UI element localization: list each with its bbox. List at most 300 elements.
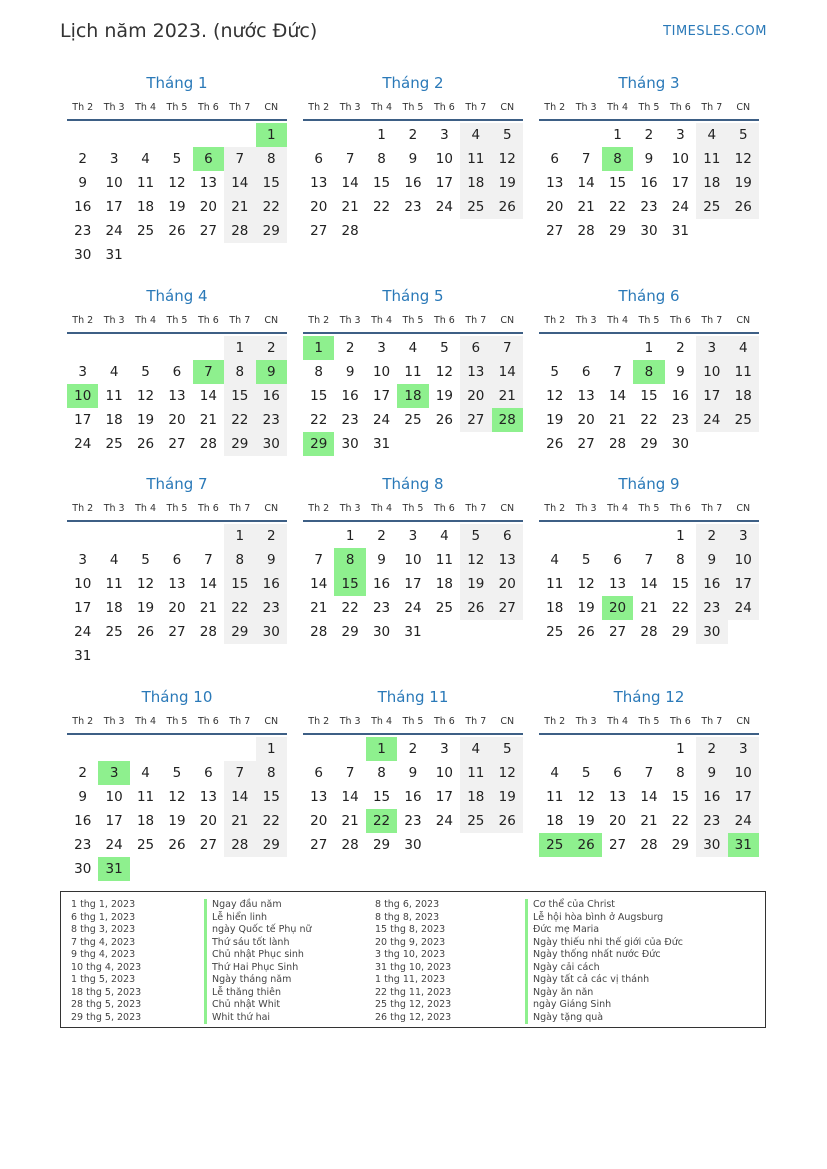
weekday-header <box>67 709 287 735</box>
weekday-label: CN <box>264 101 279 113</box>
legend-date: 20 thg 9, 2023 <box>375 936 446 948</box>
day-cell: 7 <box>581 151 591 167</box>
weekday-header <box>67 95 287 121</box>
day-cell: 1 <box>224 336 255 360</box>
weekday-label: CN <box>500 101 515 113</box>
holiday-day-cell: 15 <box>334 572 365 596</box>
day-cell: 16 <box>256 572 287 596</box>
empty-cell <box>193 123 224 147</box>
day-cell: 6 <box>492 524 523 548</box>
day-cell: 22 <box>256 195 287 219</box>
day-cell: 29 <box>256 219 287 243</box>
day-cell: 21 <box>199 412 217 428</box>
day-cell: 17 <box>74 600 92 616</box>
holiday-day-cell: 1 <box>366 737 397 761</box>
day-cell: 9 <box>78 175 87 191</box>
day-cell: 11 <box>105 576 123 592</box>
legend-date: 7 thg 4, 2023 <box>71 936 136 948</box>
brand-link[interactable]: TIMESLES.COM <box>663 24 767 39</box>
holiday-day-cell: 31 <box>98 857 129 881</box>
day-cell: 31 <box>404 624 422 640</box>
day-cell: 13 <box>199 789 217 805</box>
day-cell: 17 <box>404 576 422 592</box>
weekday-label: Th 3 <box>575 715 597 727</box>
day-grid <box>539 123 759 243</box>
page-title: Lịch năm 2023. (nước Đức) <box>60 20 318 42</box>
day-cell: 4 <box>696 123 727 147</box>
weekday-label: Th 2 <box>544 715 566 727</box>
legend-holiday-name: Thứ sáu tốt lành <box>204 937 312 950</box>
empty-cell <box>193 524 224 548</box>
legend-date: 8 thg 3, 2023 <box>71 924 136 935</box>
empty-cell <box>224 123 255 147</box>
month-block <box>303 474 523 644</box>
day-cell: 22 <box>372 199 391 215</box>
day-cell: 13 <box>310 789 328 805</box>
weekday-label: Th 7 <box>465 715 487 727</box>
day-cell: 11 <box>696 147 727 171</box>
day-cell: 3 <box>676 127 685 143</box>
day-cell: 9 <box>345 364 355 380</box>
day-cell: 12 <box>136 388 155 404</box>
weekday-label: Th 3 <box>575 314 597 326</box>
day-cell: 29 <box>372 837 391 853</box>
day-cell: 8 <box>377 765 386 781</box>
day-cell: 9 <box>696 761 727 785</box>
day-cell: 1 <box>613 127 622 143</box>
day-cell: 11 <box>105 388 123 404</box>
day-cell: 2 <box>256 336 287 360</box>
day-cell: 2 <box>644 127 654 143</box>
month-block <box>67 286 287 456</box>
day-cell: 2 <box>377 528 386 544</box>
day-cell: 20 <box>460 384 491 408</box>
day-cell: 2 <box>256 524 287 548</box>
day-cell: 26 <box>136 624 155 640</box>
day-cell: 27 <box>608 624 627 640</box>
day-cell: 4 <box>109 552 119 568</box>
day-cell: 5 <box>728 123 759 147</box>
day-grid <box>303 123 523 243</box>
legend-date: 3 thg 10, 2023 <box>375 949 446 960</box>
day-cell: 10 <box>105 789 123 805</box>
legend-date: 1 thg 11, 2023 <box>375 974 446 985</box>
day-cell: 24 <box>435 199 453 215</box>
day-cell: 4 <box>728 336 759 360</box>
day-cell: 17 <box>105 813 123 829</box>
day-cell: 5 <box>581 552 591 568</box>
weekday-header <box>539 496 759 522</box>
weekday-label: Th 3 <box>575 502 597 514</box>
weekday-label: Th 6 <box>197 715 219 727</box>
day-cell: 13 <box>546 175 564 191</box>
day-cell: 23 <box>404 813 422 829</box>
day-cell: 7 <box>644 765 654 781</box>
day-cell: 28 <box>640 837 658 853</box>
day-cell: 27 <box>168 624 186 640</box>
month-block <box>303 687 523 857</box>
day-cell: 3 <box>377 340 386 356</box>
day-cell: 28 <box>310 624 328 640</box>
day-cell: 17 <box>728 572 759 596</box>
legend-holiday-name: Ngày cải cách <box>525 962 683 975</box>
weekday-label: Th 7 <box>229 314 251 326</box>
legend-holiday-name: Ngày tháng năm <box>204 974 312 987</box>
day-cell: 7 <box>492 336 523 360</box>
day-grid <box>67 524 287 668</box>
day-cell: 24 <box>105 837 123 853</box>
day-cell: 27 <box>199 223 217 239</box>
day-cell: 12 <box>168 789 186 805</box>
holiday-day-cell: 20 <box>602 596 633 620</box>
day-cell: 9 <box>377 552 386 568</box>
day-cell: 28 <box>640 624 658 640</box>
day-cell: 9 <box>78 789 87 805</box>
legend-holiday-name: Ngày thống nhất nước Đức <box>525 949 683 962</box>
weekday-label: CN <box>264 314 279 326</box>
weekday-label: Th 5 <box>402 101 424 113</box>
weekday-label: Th 3 <box>339 502 361 514</box>
empty-cell <box>130 737 161 761</box>
legend-date: 25 thg 12, 2023 <box>375 999 452 1010</box>
day-cell: 19 <box>728 171 759 195</box>
day-cell: 13 <box>199 175 217 191</box>
weekday-label: Th 5 <box>638 314 660 326</box>
weekday-label: Th 6 <box>669 314 691 326</box>
holiday-day-cell: 10 <box>67 384 98 408</box>
day-cell: 6 <box>550 151 559 167</box>
legend-holiday-name: Lễ hội hòa bình ở Augsburg <box>525 912 683 925</box>
weekday-label: Th 7 <box>701 715 723 727</box>
day-cell: 22 <box>671 813 689 829</box>
day-cell: 6 <box>460 336 491 360</box>
day-cell: 1 <box>345 528 355 544</box>
day-cell: 30 <box>256 432 287 456</box>
weekday-header <box>67 496 287 522</box>
day-cell: 16 <box>404 175 422 191</box>
day-cell: 12 <box>460 548 491 572</box>
weekday-label: Th 7 <box>465 314 487 326</box>
day-cell: 16 <box>256 384 287 408</box>
weekday-label: CN <box>500 715 515 727</box>
weekday-label: Th 7 <box>465 502 487 514</box>
day-cell: 27 <box>608 837 627 853</box>
day-cell: 24 <box>404 600 422 616</box>
day-cell: 30 <box>341 436 359 452</box>
day-cell: 29 <box>224 432 255 456</box>
month-name: Tháng 12 <box>613 688 685 706</box>
day-cell: 8 <box>224 548 255 572</box>
day-cell: 9 <box>408 765 418 781</box>
weekday-label: Th 4 <box>371 715 392 727</box>
day-cell: 25 <box>105 624 123 640</box>
day-cell: 5 <box>492 123 523 147</box>
day-cell: 5 <box>172 151 182 167</box>
day-cell: 23 <box>404 199 422 215</box>
day-cell: 19 <box>577 813 595 829</box>
day-cell: 30 <box>74 247 92 263</box>
day-cell: 17 <box>696 384 727 408</box>
day-cell: 1 <box>256 737 287 761</box>
legend-date: 8 thg 8, 2023 <box>375 911 440 923</box>
day-grid <box>303 737 523 857</box>
empty-cell <box>633 737 664 761</box>
month-block <box>303 73 523 243</box>
month-name: Tháng 1 <box>146 74 208 92</box>
day-cell: 26 <box>136 436 155 452</box>
weekday-label: Th 6 <box>433 715 455 727</box>
weekday-label: Th 4 <box>371 314 392 326</box>
legend-holiday-name: Chủ nhật Whit <box>204 999 312 1012</box>
weekday-label: Th 3 <box>103 314 125 326</box>
weekday-label: Th 4 <box>607 502 628 514</box>
day-cell: 15 <box>372 175 391 191</box>
day-cell: 26 <box>492 195 523 219</box>
month-name: Tháng 10 <box>141 688 213 706</box>
weekday-label: Th 2 <box>308 502 330 514</box>
day-cell: 14 <box>224 785 255 809</box>
holiday-day-cell: 7 <box>193 360 224 384</box>
month-block <box>539 286 759 456</box>
empty-cell <box>570 737 601 761</box>
weekday-header <box>303 95 523 121</box>
empty-cell <box>98 737 129 761</box>
day-cell: 1 <box>676 741 685 757</box>
day-cell: 2 <box>676 340 685 356</box>
day-cell: 22 <box>671 600 689 616</box>
legend-date: 6 thg 1, 2023 <box>71 911 136 923</box>
day-cell: 30 <box>696 620 727 644</box>
day-grid <box>67 737 287 881</box>
weekday-label: Th 7 <box>701 502 723 514</box>
day-cell: 18 <box>105 412 123 428</box>
empty-cell <box>334 123 365 147</box>
day-cell: 19 <box>546 412 564 428</box>
day-cell: 17 <box>435 789 453 805</box>
day-cell: 11 <box>460 147 491 171</box>
weekday-label: Th 7 <box>701 101 723 113</box>
day-cell: 25 <box>460 809 491 833</box>
empty-cell <box>98 123 129 147</box>
day-cell: 24 <box>728 809 759 833</box>
day-cell: 25 <box>460 195 491 219</box>
weekday-label: Th 5 <box>638 715 660 727</box>
day-cell: 6 <box>172 364 182 380</box>
empty-cell <box>193 336 224 360</box>
holiday-day-cell: 22 <box>366 809 397 833</box>
day-cell: 17 <box>435 175 453 191</box>
day-cell: 19 <box>460 572 491 596</box>
empty-cell <box>303 737 334 761</box>
day-cell: 24 <box>696 408 727 432</box>
day-cell: 19 <box>168 813 186 829</box>
day-cell: 31 <box>671 223 689 239</box>
day-cell: 20 <box>310 813 328 829</box>
day-cell: 21 <box>608 412 627 428</box>
day-cell: 25 <box>546 624 564 640</box>
empty-cell <box>570 123 601 147</box>
day-cell: 3 <box>78 364 87 380</box>
holiday-day-cell: 8 <box>602 147 633 171</box>
day-cell: 7 <box>613 364 622 380</box>
day-cell: 26 <box>492 809 523 833</box>
day-cell: 10 <box>728 548 759 572</box>
weekday-label: Th 3 <box>339 314 361 326</box>
holiday-day-cell: 31 <box>728 833 759 857</box>
legend-names-col-1 <box>204 899 312 1024</box>
day-cell: 30 <box>640 223 658 239</box>
day-cell: 28 <box>199 624 217 640</box>
day-cell: 23 <box>671 412 689 428</box>
day-cell: 8 <box>256 147 287 171</box>
weekday-label: Th 5 <box>638 101 660 113</box>
day-cell: 28 <box>341 223 359 239</box>
weekday-label: Th 4 <box>135 314 156 326</box>
day-cell: 6 <box>172 552 182 568</box>
day-cell: 19 <box>136 600 155 616</box>
day-cell: 18 <box>728 384 759 408</box>
day-cell: 27 <box>168 436 186 452</box>
day-cell: 8 <box>224 360 255 384</box>
month-name: Tháng 11 <box>377 688 449 706</box>
weekday-label: Th 2 <box>308 101 330 113</box>
weekday-label: Th 2 <box>544 101 566 113</box>
day-cell: 27 <box>199 837 217 853</box>
weekday-label: Th 4 <box>135 101 156 113</box>
weekday-label: Th 4 <box>371 502 392 514</box>
day-cell: 4 <box>440 528 449 544</box>
day-cell: 17 <box>728 785 759 809</box>
day-cell: 9 <box>644 151 654 167</box>
holiday-day-cell: 28 <box>492 408 523 432</box>
weekday-label: Th 5 <box>166 314 188 326</box>
day-cell: 10 <box>74 576 92 592</box>
day-cell: 1 <box>224 524 255 548</box>
day-cell: 24 <box>372 412 391 428</box>
day-cell: 9 <box>696 548 727 572</box>
day-cell: 16 <box>671 388 689 404</box>
day-cell: 18 <box>136 813 155 829</box>
day-cell: 9 <box>256 548 287 572</box>
day-cell: 23 <box>341 412 359 428</box>
day-cell: 10 <box>105 175 123 191</box>
day-cell: 12 <box>168 175 186 191</box>
day-cell: 25 <box>728 408 759 432</box>
day-cell: 17 <box>74 412 92 428</box>
holiday-day-cell: 29 <box>303 432 334 456</box>
day-cell: 3 <box>408 528 418 544</box>
day-cell: 6 <box>314 765 323 781</box>
day-cell: 18 <box>105 600 123 616</box>
holiday-day-cell: 6 <box>193 147 224 171</box>
day-cell: 22 <box>224 408 255 432</box>
empty-cell <box>130 336 161 360</box>
day-cell: 31 <box>105 247 123 263</box>
day-cell: 10 <box>435 765 453 781</box>
day-cell: 2 <box>696 737 727 761</box>
legend-date: 15 thg 8, 2023 <box>375 924 446 935</box>
weekday-label: Th 2 <box>72 314 94 326</box>
day-cell: 27 <box>492 596 523 620</box>
day-cell: 6 <box>204 765 213 781</box>
empty-cell <box>130 123 161 147</box>
day-cell: 20 <box>546 199 564 215</box>
day-cell: 23 <box>74 837 92 853</box>
day-cell: 6 <box>613 552 622 568</box>
day-cell: 18 <box>546 600 564 616</box>
empty-cell <box>602 336 633 360</box>
weekday-label: Th 2 <box>308 314 330 326</box>
month-block <box>67 73 287 267</box>
day-grid <box>539 336 759 456</box>
day-cell: 16 <box>696 572 727 596</box>
day-cell: 8 <box>314 364 323 380</box>
day-cell: 28 <box>577 223 595 239</box>
day-cell: 16 <box>74 199 92 215</box>
weekday-label: Th 6 <box>433 101 455 113</box>
legend-date: 10 thg 4, 2023 <box>71 961 142 973</box>
day-cell: 15 <box>671 576 689 592</box>
day-cell: 12 <box>492 147 523 171</box>
month-block <box>539 474 759 644</box>
weekday-label: Th 5 <box>402 715 424 727</box>
day-cell: 21 <box>199 600 217 616</box>
day-cell: 14 <box>224 171 255 195</box>
day-cell: 15 <box>256 171 287 195</box>
legend-holiday-name: ngày Giáng Sinh <box>525 999 683 1012</box>
day-cell: 14 <box>199 388 217 404</box>
day-cell: 12 <box>728 147 759 171</box>
day-cell: 26 <box>168 837 186 853</box>
empty-cell <box>633 524 664 548</box>
day-cell: 17 <box>671 175 689 191</box>
holiday-day-cell: 18 <box>397 384 428 408</box>
legend-date: 1 thg 1, 2023 <box>71 899 136 910</box>
legend-date: 22 thg 11, 2023 <box>375 986 452 998</box>
day-cell: 14 <box>608 388 627 404</box>
day-cell: 3 <box>109 151 119 167</box>
day-cell: 4 <box>141 151 150 167</box>
weekday-label: Th 5 <box>166 101 188 113</box>
weekday-header <box>539 95 759 121</box>
weekday-label: CN <box>736 715 751 727</box>
day-cell: 15 <box>671 789 689 805</box>
day-cell: 4 <box>141 765 150 781</box>
day-cell: 4 <box>550 765 559 781</box>
weekday-label: Th 2 <box>72 101 94 113</box>
empty-cell <box>334 737 365 761</box>
day-cell: 29 <box>224 620 255 644</box>
day-cell: 22 <box>341 600 359 616</box>
day-cell: 14 <box>577 175 595 191</box>
day-cell: 22 <box>640 412 658 428</box>
weekday-label: Th 3 <box>103 101 125 113</box>
day-cell: 30 <box>696 833 727 857</box>
weekday-label: Th 7 <box>701 314 723 326</box>
day-cell: 25 <box>136 223 155 239</box>
day-cell: 3 <box>440 127 449 143</box>
legend-holiday-name: Ngay đầu năm <box>204 899 312 912</box>
legend-date: 18 thg 5, 2023 <box>71 986 142 998</box>
day-cell: 20 <box>492 572 523 596</box>
day-cell: 20 <box>199 813 217 829</box>
day-cell: 17 <box>105 199 123 215</box>
day-cell: 25 <box>696 195 727 219</box>
day-cell: 12 <box>546 388 564 404</box>
day-cell: 30 <box>256 620 287 644</box>
weekday-label: Th 3 <box>339 715 361 727</box>
day-cell: 13 <box>577 388 595 404</box>
